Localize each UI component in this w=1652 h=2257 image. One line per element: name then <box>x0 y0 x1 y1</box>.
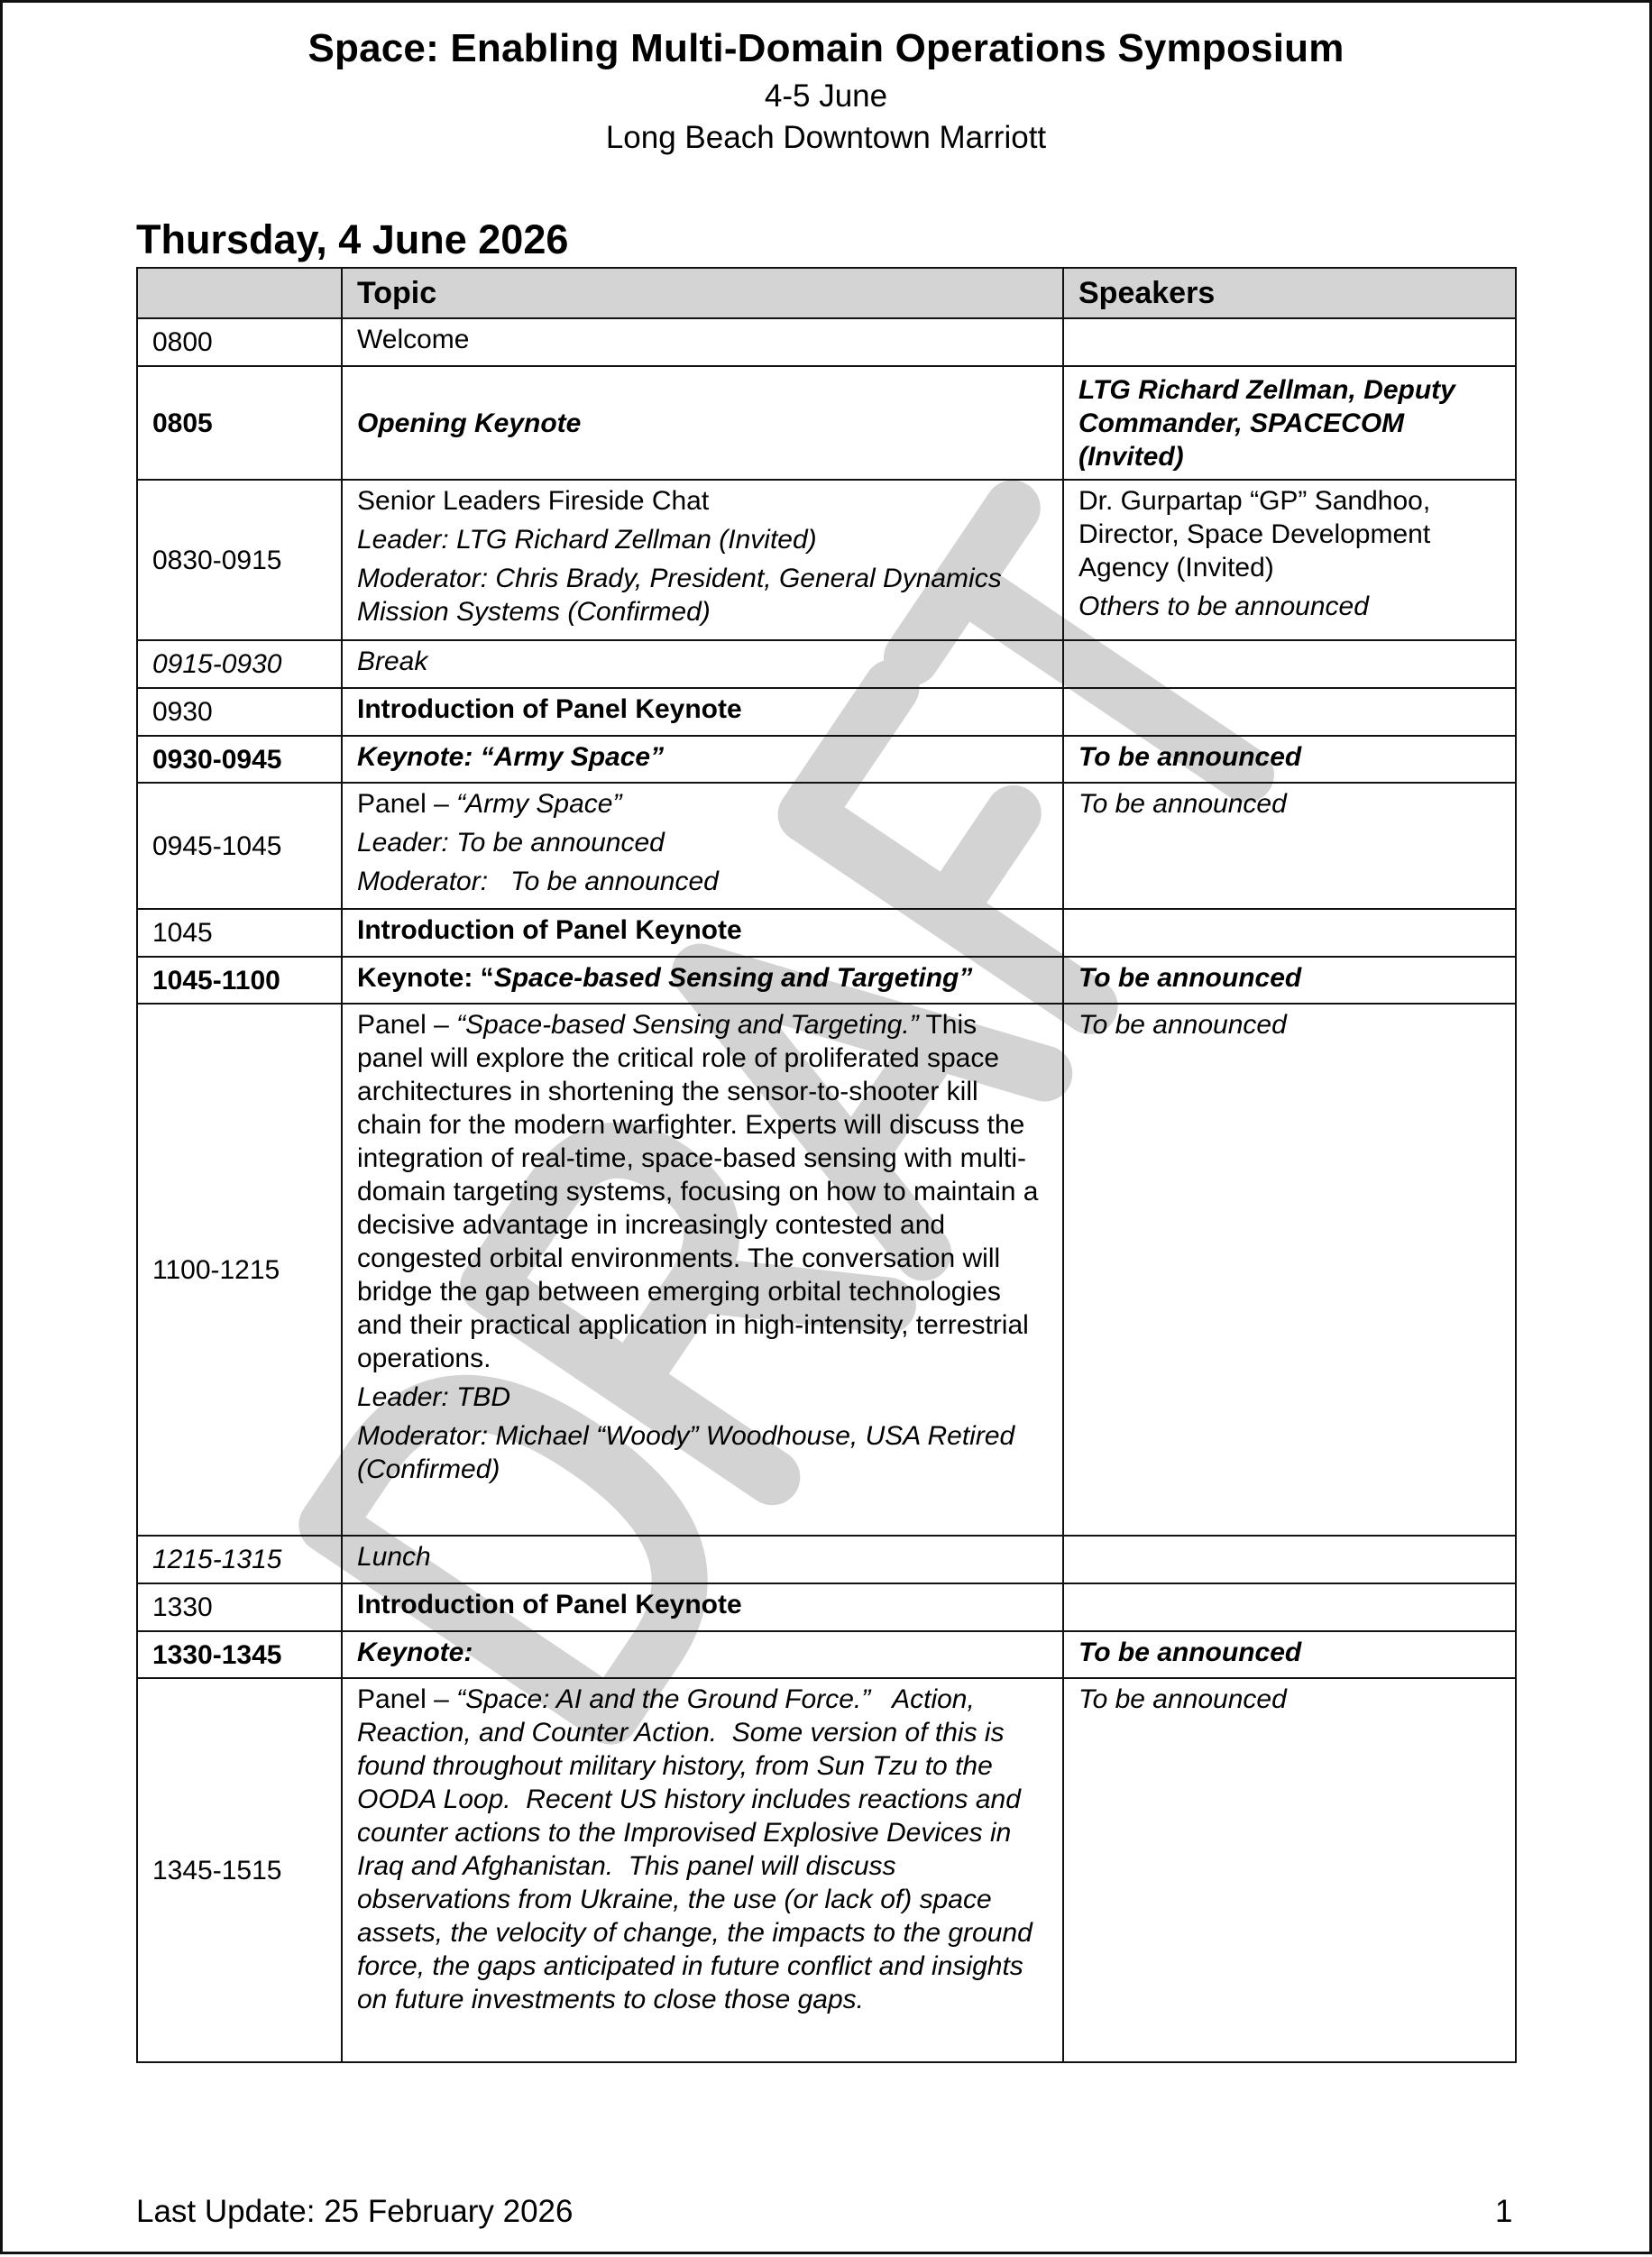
speaker-note: Others to be announced <box>1078 592 1369 621</box>
panel-moderator: Moderator: To be announced <box>357 867 719 896</box>
time-cell: 0930 <box>137 688 342 736</box>
speakers-cell: To be announced <box>1063 1631 1516 1678</box>
time-cell: 1100-1215 <box>137 1004 342 1536</box>
topic-cell <box>342 1004 1063 1536</box>
speakers-cell: To be announced <box>1063 783 1516 909</box>
panel-moderator: Moderator: Chris Brady, President, General Dynamics Mission Systems (Confirmed) <box>357 564 1002 627</box>
topic-cell: Keynote: “Army Space” <box>342 736 1063 783</box>
panel-moderator: Moderator: Michael “Woody” Woodhouse, USA Retired (Confirmed) <box>357 1421 1015 1484</box>
table-row <box>137 318 1516 366</box>
topic-title: Panel – “Army Space” <box>357 789 622 819</box>
time-cell: 1330-1345 <box>137 1631 342 1678</box>
speaker-name: Dr. Gurpartap “GP” Sandhoo, Director, Space Development Agency (Invited) <box>1078 486 1431 583</box>
event-dates: 4-5 June <box>764 78 888 114</box>
time-cell: 1045 <box>137 909 342 957</box>
time-cell: 1345-1515 <box>137 1678 342 2062</box>
page-number: 1 <box>1495 2194 1513 2229</box>
speakers-cell: To be announced <box>1063 736 1516 783</box>
time-cell: 0915-0930 <box>137 640 342 688</box>
topic-cell: Opening Keynote <box>342 366 1063 480</box>
speakers-cell <box>1063 909 1516 957</box>
table-row <box>137 1678 1516 2062</box>
panel-leader: Leader: TBD <box>357 1382 511 1412</box>
document-title: Space: Enabling Multi-Domain Operations Symposium <box>307 26 1345 70</box>
table-row <box>137 366 1516 480</box>
time-cell: 0805 <box>137 366 342 480</box>
speakers-cell: To be announced <box>1063 1004 1516 1536</box>
table-row <box>137 1004 1516 1536</box>
topic-cell <box>342 480 1063 640</box>
last-update: Last Update: 25 February 2026 <box>136 2194 574 2229</box>
speakers-cell: LTG Richard Zellman, Deputy Commander, SPACECOM (Invited) <box>1063 366 1516 480</box>
table-row <box>137 1583 1516 1631</box>
table-row <box>137 957 1516 1004</box>
speakers-cell <box>1063 480 1516 640</box>
agenda-table <box>136 267 1517 2063</box>
table-row <box>137 783 1516 909</box>
table-row <box>137 480 1516 640</box>
event-venue: Long Beach Downtown Marriott <box>605 120 1047 155</box>
topic-cell: Panel – “Space: AI and the Ground Force.” Action, Reaction, and Counter Action. Some version of this is found throughout military history, from Sun Tzu to the OODA Loop. Recent US history includes reactions and counter actions to the Improvised Explosive Devices in Iraq and Afghanistan. This panel will discuss observations from Ukraine, the use (or lack of) space assets, the velocity of change, the impacts to the ground force, the gaps anticipated in future conflict and insights on future investments to close those gaps. <box>342 1678 1063 2062</box>
speakers-cell <box>1063 688 1516 736</box>
time-cell: 1215-1315 <box>137 1536 342 1583</box>
topic-description: Panel – “Space-based Sensing and Targeting.” This panel will explore the critical role of proliferated space architectures in shortening the sensor-to-shooter kill chain for the modern warfighter. Experts will discuss the integration of real-time, space-based sensing with multi-domain targeting systems, focusing on how to maintain a decisive advantage in increasingly contested and congested orbital environments. The conversation will bridge the gap between emerging orbital technologies and their practical application in high-intensity, terrestrial operations. <box>357 1010 1039 1373</box>
topic-cell: Introduction of Panel Keynote <box>342 1583 1063 1631</box>
speakers-cell <box>1063 1536 1516 1583</box>
time-cell: 1330 <box>137 1583 342 1631</box>
time-cell: 0945-1045 <box>137 783 342 909</box>
panel-leader: Leader: LTG Richard Zellman (Invited) <box>357 525 817 555</box>
topic-cell <box>342 783 1063 909</box>
topic-cell: Welcome <box>342 318 1063 366</box>
time-cell: 1045-1100 <box>137 957 342 1004</box>
column-header-speakers: Speakers <box>1063 268 1516 318</box>
table-row <box>137 736 1516 783</box>
time-cell: 0830-0915 <box>137 480 342 640</box>
topic-cell: Introduction of Panel Keynote <box>342 909 1063 957</box>
speakers-cell <box>1063 1583 1516 1631</box>
speakers-cell <box>1063 640 1516 688</box>
table-row <box>137 909 1516 957</box>
table-row <box>137 640 1516 688</box>
table-row <box>137 1536 1516 1583</box>
speakers-cell: To be announced <box>1063 1678 1516 2062</box>
table-row <box>137 1631 1516 1678</box>
speakers-cell: To be announced <box>1063 957 1516 1004</box>
topic-cell: Keynote: <box>342 1631 1063 1678</box>
topic-cell: Introduction of Panel Keynote <box>342 688 1063 736</box>
time-cell: 0800 <box>137 318 342 366</box>
topic-cell: Keynote: “Space-based Sensing and Targeting” <box>342 957 1063 1004</box>
topic-title: Senior Leaders Fireside Chat <box>357 486 710 516</box>
table-row <box>137 688 1516 736</box>
time-cell: 0930-0945 <box>137 736 342 783</box>
column-header-time <box>137 268 342 318</box>
speakers-cell <box>1063 318 1516 366</box>
table-header-row <box>137 268 1516 318</box>
topic-cell: Lunch <box>342 1536 1063 1583</box>
panel-leader: Leader: To be announced <box>357 828 665 858</box>
column-header-topic: Topic <box>342 268 1063 318</box>
day-heading: Thursday, 4 June 2026 <box>136 216 569 262</box>
topic-description: “Space: AI and the Ground Force.” Action, Reaction, and Counter Action. Some version of this is found throughout military history, from Sun Tzu to the OODA Loop. Recent US history includes reactions and counter actions to the Improvised Explosive Devices in Iraq and Afghanistan. This panel will discuss observations from Ukraine, the use (or lack of) space assets, the velocity of change, the impacts to the ground force, the gaps anticipated in future conflict and insights on future investments to close those gaps. <box>357 1684 1041 2014</box>
topic-cell: Break <box>342 640 1063 688</box>
